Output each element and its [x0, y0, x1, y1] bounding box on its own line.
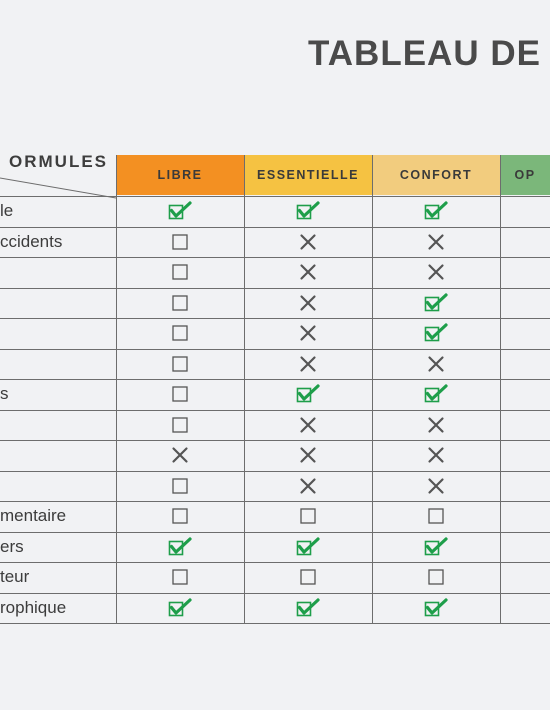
row-label [0, 440, 113, 470]
table-cell [244, 532, 372, 562]
box-checkbox-icon [171, 294, 189, 312]
table-cell [116, 196, 244, 226]
table-cell [116, 288, 244, 318]
cross-icon [299, 233, 317, 251]
box-checkbox-icon [171, 385, 189, 403]
cross-icon [427, 477, 445, 495]
check-icon [424, 323, 448, 343]
table-cell [372, 318, 500, 348]
grid-line [0, 623, 550, 624]
check-icon [168, 201, 192, 221]
table-cell [244, 471, 372, 501]
check-icon [424, 201, 448, 221]
check-icon [424, 384, 448, 404]
cross-icon [171, 446, 189, 464]
table-cell [244, 257, 372, 287]
cross-icon [299, 263, 317, 281]
row-label [0, 318, 113, 348]
table-cell [244, 318, 372, 348]
table-cell [116, 379, 244, 409]
box-checkbox-icon [171, 568, 189, 586]
table-cell [372, 410, 500, 440]
row-label: s [0, 384, 9, 403]
table-cell [244, 410, 372, 440]
box-checkbox-icon [299, 568, 317, 586]
column-header-op: OP [500, 155, 550, 195]
cross-icon [427, 263, 445, 281]
box-checkbox-icon [171, 263, 189, 281]
cross-icon [427, 355, 445, 373]
cross-icon [299, 446, 317, 464]
table-cell [244, 196, 372, 226]
table-cell [372, 257, 500, 287]
table-cell [244, 440, 372, 470]
table-cell [116, 227, 244, 257]
check-icon [424, 598, 448, 618]
cross-icon [427, 233, 445, 251]
check-icon [296, 201, 320, 221]
table-cell [116, 440, 244, 470]
table-cell [244, 288, 372, 318]
cross-icon [427, 416, 445, 434]
table-cell [244, 501, 372, 531]
table-cell [116, 562, 244, 592]
box-checkbox-icon [427, 507, 445, 525]
table-cell [244, 379, 372, 409]
table-cell [372, 593, 500, 623]
column-header-essentielle: ESSENTIELLE [244, 155, 372, 195]
table-cell [372, 532, 500, 562]
box-checkbox-icon [171, 477, 189, 495]
box-checkbox-icon [171, 507, 189, 525]
row-label [0, 349, 113, 379]
row-label: le [0, 201, 14, 220]
box-checkbox-icon [171, 324, 189, 342]
table-cell [116, 532, 244, 562]
table-cell [116, 501, 244, 531]
cross-icon [427, 446, 445, 464]
row-label: mentaire [0, 506, 67, 525]
check-icon [424, 293, 448, 313]
cross-icon [299, 416, 317, 434]
check-icon [296, 598, 320, 618]
table-cell [372, 227, 500, 257]
table-cell [372, 562, 500, 592]
column-header-confort: CONFORT [372, 155, 500, 195]
cross-icon [299, 355, 317, 373]
row-label: ers [0, 537, 24, 556]
header-diagonal-divider [0, 160, 116, 200]
column-header-libre: LIBRE [116, 155, 244, 195]
check-icon [424, 537, 448, 557]
row-label [0, 471, 113, 501]
cross-icon [299, 477, 317, 495]
table-cell [372, 501, 500, 531]
row-label: ccidents [0, 232, 63, 251]
check-icon [168, 598, 192, 618]
row-label [0, 288, 113, 318]
check-icon [296, 384, 320, 404]
table-cell [372, 379, 500, 409]
row-label [0, 257, 113, 287]
table-cell [372, 349, 500, 379]
box-checkbox-icon [299, 507, 317, 525]
table-cell [244, 562, 372, 592]
table-cell [116, 593, 244, 623]
row-label: rophique [0, 598, 67, 617]
table-cell [244, 593, 372, 623]
box-checkbox-icon [171, 416, 189, 434]
table-header-formules: ORMULES [9, 152, 108, 171]
row-label: teur [0, 567, 30, 586]
table-cell [116, 471, 244, 501]
table-cell [372, 196, 500, 226]
box-checkbox-icon [427, 568, 445, 586]
row-label [0, 410, 113, 440]
table-cell [372, 440, 500, 470]
table-cell [116, 257, 244, 287]
cross-icon [299, 324, 317, 342]
grid-line [500, 155, 501, 623]
check-icon [296, 537, 320, 557]
table-cell [116, 349, 244, 379]
table-cell [116, 318, 244, 348]
check-icon [168, 537, 192, 557]
box-checkbox-icon [171, 233, 189, 251]
table-cell [372, 288, 500, 318]
table-cell [372, 471, 500, 501]
cross-icon [299, 294, 317, 312]
table-cell [244, 227, 372, 257]
table-cell [116, 410, 244, 440]
table-cell [244, 349, 372, 379]
page-title: TABLEAU DE [308, 34, 541, 73]
box-checkbox-icon [171, 355, 189, 373]
